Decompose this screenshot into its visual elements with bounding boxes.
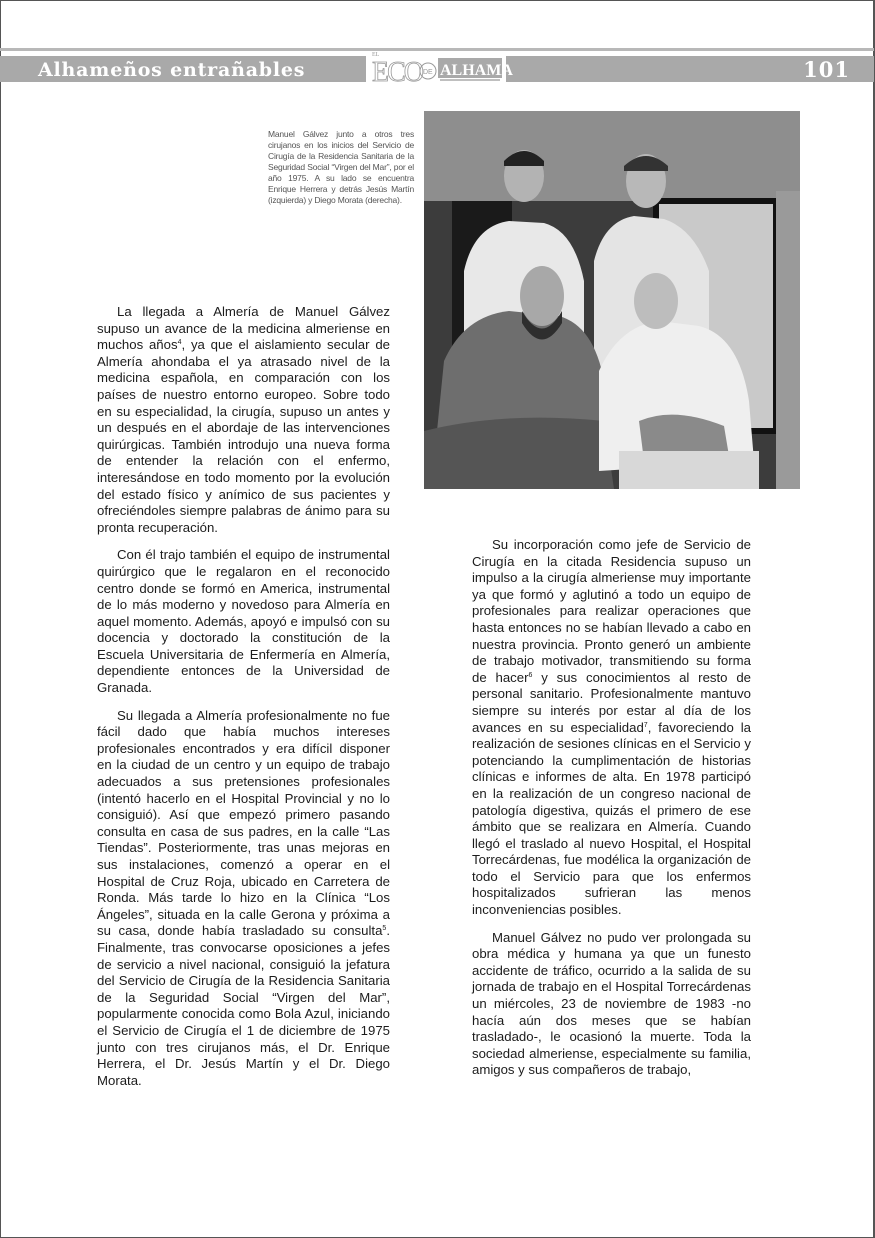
svg-text:DE: DE [423,69,433,76]
paragraph: Manuel Gálvez no pudo ver prolongada su obra médica y humana ya que un funesto accidente de tráfico, ocurrido a la salida de su jornada de trabajo en el Hospital Torrecárdenas un miércoles, 23 de noviembre de 1983 -no hacía aún dos meses que se habían trasladado-, le ocasionó la muerte. Toda la sociedad almeriense, especialmente su familia, amigos y sus compañeros de trabajo, [472,929,751,1078]
footnote-ref: 5 [382,925,387,933]
svg-text:ECO: ECO [372,57,422,88]
paragraph: Su incorporación como jefe de Servicio de Cirugía en la citada Residencia supuso un impulso a la cirugía almeriense muy importante ya que formó y aglutinó a todo un equipo de profesionales para realizar operaciones que hasta entonces no se habían llevado a cabo en nuestra provincia. Pronto generó un ambiente de trabajo motivador, transmitiendo su forma de hacer$^6$ y sus conocimientos al resto de personal sanitario. Profesionalmente mantuvo siempre su interés por estar al día de los avances en su especialidad$^7$, favoreciendo la realización de sesiones clínicas en el Servicio y potenciando la cumplimentación de historias clínicas e informes de alta. En 1978 participó en la realización de un congreso nacional de patología digestiva, quizás el primero de ese ámbito que se realizara en Almería. Cuando llegó el traslado al nuevo Hospital, el Hospital Torrecárdenas, fue modélica la organización de todo el Servicio para que los enfermos hospitalizados sufrieran las menos inconveniencias posibles. [472,537,751,918]
group-photo [424,111,800,489]
publication-logo [368,48,513,88]
svg-text:EL: EL [372,52,380,58]
paragraph: Su llegada a Almería profesionalmente no fue fácil dado que había muchos intereses profesionales encontrados y era difícil disponer en la ciudad de un centro y un equipo de trabajo adecuados a sus pretensiones profesionales (intentó hacerlo en el Hospital Provincial y no lo consiguió). Así que empezó primero pasando consulta en casa de sus padres, en la calle “Las Tiendas”. Posteriormente, tras unas mejoras en sus instalaciones, comenzó a operar en el Hospital de Cruz Roja, ubicado en Carretera de Ronda. Más tarde lo hizo en la Clínica “Los Ángeles”, situada en la calle Gerona y próxima a su casa, donde había trasladado su consulta$^5$. Finalmente, tras convocarse oposiciones a jefes de servicio a nivel nacional, consiguió la jefatura del Servicio de Cirugía de la Residencia Sanitaria de la Seguridad Social “Virgen del Mar”, popularmente conocida como Bola Azul, iniciando el Servicio de Cirugía el 1 de diciembre de 1975 junto con tres cirujanos más, el Dr. Enrique Herrera, el Dr. Jesús Martín y el Dr. Diego Morata. [97,707,390,1088]
article-column-left [97,304,390,1100]
paragraph: Con él trajo también el equipo de instrumental quirúrgico que le regalaron en el reconocido centro donde se formó en America, instrumental de lo más moderno y novedoso para Almería en aquel momento. Además, apoyó e impulsó con su docencia y doctorado la constitución de la Escuela Universitaria de Enfermería en Almería, dependiente entonces de la Universidad de Granada. [97,547,390,696]
article-column-right [472,537,751,1090]
paragraph: La llegada a Almería de Manuel Gálvez supuso un avance de la medicina almeriense en muchos años$^4$, ya que el aislamiento secular de Almería ahondaba el ya atrasado nivel de la medicina española, en comparación con los países de nuestro entorno europeo. Sobre todo en su especialidad, la cirugía, supuso un antes y un después en el abordaje de las intervenciones quirúrgicas. También introdujo una nueva forma de entender la relación con el enfermo, interesándose en todo momento por la evolución del estado físico y anímico de sus pacientes y ofreciéndoles siempre palabras de ánimo para su pronta recuperación. [97,304,391,535]
section-title: Alhameños entrañables [38,59,306,81]
footnote-ref: 7 [643,721,648,729]
svg-text:ALHAMA: ALHAMA [440,62,513,79]
footnote-ref: 4 [177,339,182,347]
page-number: 101 [803,57,850,82]
footnote-ref: 6 [528,671,533,679]
photo-caption: Manuel Gálvez junto a otros tres cirujanos en los inicios del Servicio de Cirugía de la Residencia Sanitaria de la Seguridad Social “Virgen del Mar”, por el año 1975. A su lado se encuentra Enrique Herrera y detrás Jesús Martín (izquierda) y Diego Morata (derecha). [268,129,414,205]
